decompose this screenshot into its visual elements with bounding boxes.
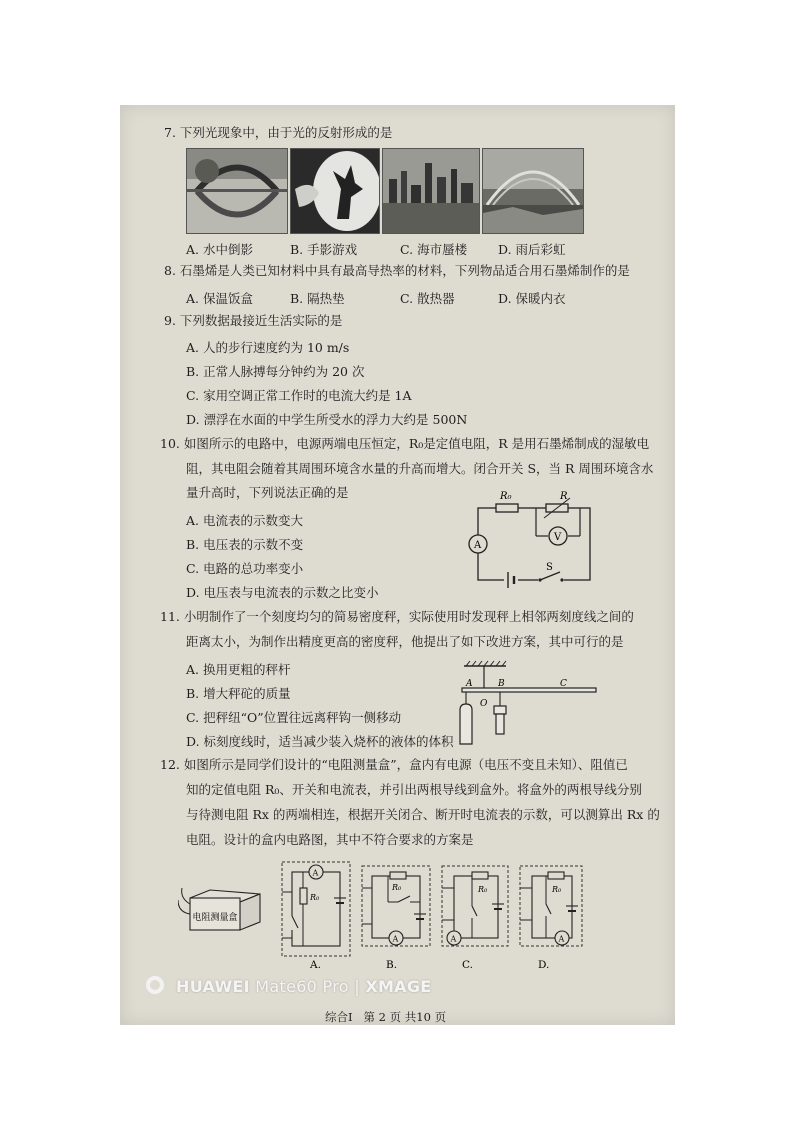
q12-circuit-b [362, 866, 430, 946]
q7-option-c[interactable]: C. 海市蜃楼 [400, 242, 468, 257]
q11-stem-line-1: 11. 小明制作了一个刻度均匀的简易密度秤，实际使用时发现秤上相邻两刻度线之间的 [160, 609, 634, 624]
q10-stem-line-2: 阻，其电阻会随着其周围环境含水量的升高而增大。闭合开关 S，当 R 周围环境含水 [186, 461, 654, 476]
q12-circuit-a [282, 862, 350, 956]
q12-circuit-d [520, 866, 582, 946]
q10-option-d[interactable]: D. 电压表与电流表的示数之比变小 [186, 585, 379, 600]
q10-stem-line-1: 10. 如图所示的电路中，电源两端电压恒定，R₀是定值电阻，R 是用石墨烯制成的湿敏电 [160, 436, 650, 451]
q8-stem: 8. 石墨烯是人类已知材料中具有最高导热率的材料，下列物品适合用石墨烯制作的是 [164, 263, 630, 278]
svg-text:R₀: R₀ [478, 885, 488, 894]
q10-r0-resistor [496, 504, 518, 512]
q10-label-r0: R₀ [500, 491, 512, 502]
q11-stem-line-2: 距离太小，为制作出精度更高的密度秤，他提出了如下改进方案，其中可行的是 [186, 634, 624, 649]
photo-reflection [186, 148, 288, 234]
q10-circuit-diagram [460, 488, 610, 592]
watermark-separator: | [354, 977, 360, 996]
q10-label-ammeter: A [474, 540, 482, 551]
watermark-brand: HUAWEI [176, 977, 250, 996]
q10-label-voltmeter: V [554, 532, 562, 543]
q9-option-b[interactable]: B. 正常人脉搏每分钟约为 20 次 [186, 364, 365, 379]
q11-option-c[interactable]: C. 把秤纽“O”位置往远离秤钩一侧移动 [186, 710, 402, 725]
q8-option-a[interactable]: A. 保温饭盒 [186, 291, 253, 306]
q10-option-c[interactable]: C. 电路的总功率变小 [186, 561, 304, 576]
q11-option-a[interactable]: A. 换用更粗的秤杆 [186, 662, 291, 677]
camera-logo-icon [146, 976, 164, 994]
q11-density-scale-diagram [452, 660, 600, 748]
photo-rainbow [482, 148, 584, 234]
q10-label-switch: S [546, 562, 553, 573]
q12-circuit-c [442, 866, 508, 946]
page-footer: 综合Ⅰ 第 2 页 共10 页 [325, 1010, 447, 1024]
q12-stem-line-1: 12. 如图所示是同学们设计的“电阻测量盒”，盒内有电源（电压不变且未知）、阻值已 [160, 757, 628, 772]
q11-option-d[interactable]: D. 标刻度线时，适当减少装入烧杯的液体的体积 [186, 734, 454, 749]
q12-option-c-label: C. [462, 959, 473, 970]
q11-counterweight [494, 706, 506, 714]
q12-diagrams [178, 858, 608, 970]
q10-option-b[interactable]: B. 电压表的示数不变 [186, 537, 304, 552]
svg-text:R₀: R₀ [552, 885, 562, 894]
q11-label-a: A [466, 679, 473, 689]
q10-stem-line-3: 量升高时，下列说法正确的是 [186, 485, 349, 500]
q11-label-o: O [480, 699, 488, 709]
q9-option-d[interactable]: D. 漂浮在水面的中学生所受水的浮力大约是 500N [186, 412, 468, 427]
q12-option-a-label: A. [310, 959, 321, 970]
q12-option-b-label: B. [386, 959, 398, 970]
q7-option-b[interactable]: B. 手影游戏 [290, 242, 358, 257]
photo-mirage [382, 148, 480, 234]
watermark-model: Mate60 Pro [255, 977, 349, 996]
q9-option-c[interactable]: C. 家用空调正常工作时的电流大约是 1A [186, 388, 412, 403]
svg-text:R₀: R₀ [310, 893, 320, 902]
svg-text:A: A [558, 934, 565, 944]
q7-option-d[interactable]: D. 雨后彩虹 [498, 242, 566, 257]
q11-beaker [460, 704, 472, 744]
q9-stem: 9. 下列数据最接近生活实际的是 [164, 313, 343, 328]
q10-option-a[interactable]: A. 电流表的示数变大 [186, 513, 303, 528]
svg-text:A: A [450, 934, 457, 944]
q11-beam [462, 688, 596, 692]
svg-text:A: A [392, 934, 399, 944]
q11-label-b: B [498, 679, 505, 689]
q10-label-r: R [560, 491, 568, 502]
q8-option-d[interactable]: D. 保暖内衣 [498, 291, 566, 306]
q12-box-label: 电阻测量盒 [192, 913, 238, 923]
q8-option-b[interactable]: B. 隔热垫 [290, 291, 345, 306]
q12-stem-line-4: 电阻。设计的盒内电路图，其中不符合要求的方案是 [186, 832, 474, 847]
q7-option-a[interactable]: A. 水中倒影 [186, 242, 253, 257]
svg-text:R₀: R₀ [392, 883, 402, 892]
q12-stem-line-3: 与待测电阻 Rx 的两端相连，根据开关闭合、断开时电流表的示数，可以测算出 Rx 的 [186, 807, 660, 822]
q12-stem-line-2: 知的定值电阻 R₀、开关和电流表，并引出两根导线到盒外。将盒外的两根导线分别 [186, 782, 642, 797]
photo-hand-shadow [290, 148, 380, 234]
q12-measuring-box [178, 888, 260, 930]
svg-text:A: A [312, 868, 319, 878]
q11-option-b[interactable]: B. 增大秤砣的质量 [186, 686, 291, 701]
watermark-tag: XMAGE [365, 977, 432, 996]
q8-option-c[interactable]: C. 散热器 [400, 291, 455, 306]
q9-option-a[interactable]: A. 人的步行速度约为 10 m/s [186, 340, 350, 355]
camera-watermark [176, 977, 432, 996]
q7-stem: 7. 下列光现象中，由于光的反射形成的是 [164, 125, 393, 140]
q12-option-d-label: D. [538, 959, 550, 970]
q11-label-c: C [560, 679, 567, 689]
